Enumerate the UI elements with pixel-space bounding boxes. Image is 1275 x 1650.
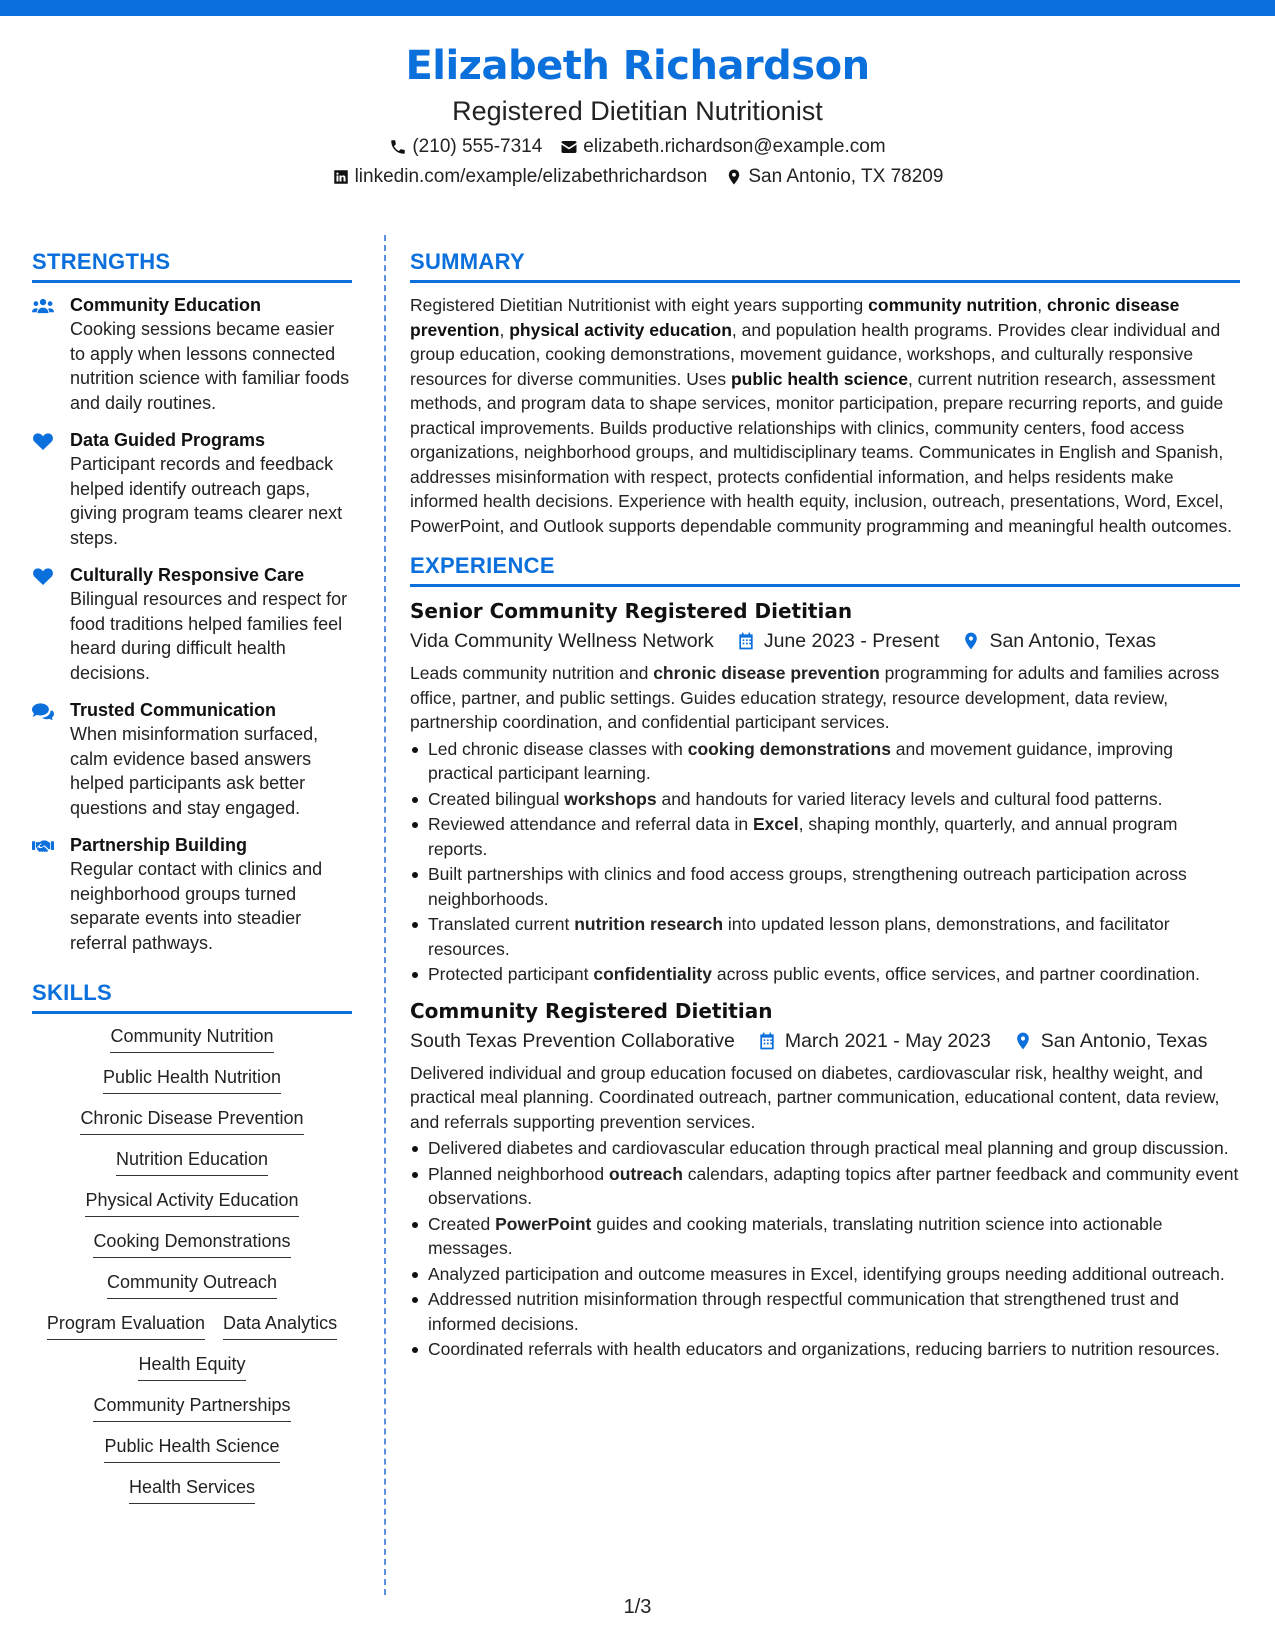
skill-tag: Public Health Science (104, 1434, 279, 1463)
bullet-emphasis: Excel (752, 814, 799, 834)
job-entry (410, 997, 1240, 1362)
linkedin-contact (332, 164, 708, 190)
location-text: San Antonio, TX 78209 (748, 166, 944, 187)
strength-desc: Cooking sessions became easier to apply when lessons connected nutrition science with familiar foods and daily routines. (70, 319, 350, 413)
bullet-part: Reviewed attendance and referral data in (428, 814, 753, 834)
bullet-part: Created (428, 1213, 496, 1234)
job-location: San Antonio, Texas (1040, 1029, 1208, 1052)
job-bullet (410, 737, 1240, 786)
linkedin-icon (332, 168, 350, 186)
phone-text[interactable]: (210) 555-7314 (412, 136, 543, 157)
bullet-part: Translated current (428, 914, 575, 934)
handshake-icon (32, 837, 54, 855)
strength-desc: Participant records and feedback helped identify outreach gaps, giving program teams clearer next steps. (70, 454, 343, 548)
skill-tag: Chronic Disease Prevention (80, 1106, 303, 1135)
summary-emphasis: chronic disease prevention (410, 295, 1180, 340)
job-bullet (410, 1212, 1240, 1261)
summary-part: Registered Dietitian Nutritionist with eight years supporting (410, 295, 869, 315)
bullet-part: Built partnerships with clinics and food access groups, strengthening outreach participation across neighborhoods. (428, 864, 1187, 909)
job-meta (410, 627, 1240, 655)
experience-heading: EXPERIENCE (410, 552, 1240, 587)
comments-icon (32, 702, 54, 720)
bullet-part: guides and cooking materials, translating nutrition science into actionable messages. (428, 1213, 1163, 1258)
skills-list (32, 1024, 352, 1504)
email-text[interactable]: elizabeth.richardson@example.com (583, 136, 886, 157)
strength-item (32, 833, 352, 955)
summary-part: , (1037, 295, 1048, 315)
job-dates: March 2021 - May 2023 (784, 1029, 991, 1052)
bullet-part: into updated lesson plans, demonstrations, and facilitator resources. (428, 914, 1170, 959)
contact-row-2 (0, 164, 1275, 190)
map-pin-icon (1013, 1031, 1033, 1051)
users-icon (32, 297, 54, 315)
summary-emphasis: public health science (730, 368, 908, 389)
job-bullet (410, 912, 1240, 961)
summary-text (410, 293, 1240, 538)
bullet-emphasis: cooking demonstrations (687, 738, 891, 759)
contact-row-1 (0, 134, 1275, 160)
strength-item (32, 428, 352, 550)
desc-part: programming for adults and families across office, partner, and public settings. Guides education strategy, resource development, data review, partnership coordination, and confidential participant services. (410, 663, 1220, 732)
candidate-name: Elizabeth Richardson (405, 43, 870, 89)
bullet-emphasis: outreach (609, 1163, 683, 1184)
envelope-icon (560, 138, 578, 156)
strength-title: Partnership Building (70, 835, 248, 855)
map-pin-icon (725, 168, 743, 186)
bullet-part: Created bilingual (428, 788, 565, 809)
skill-tag: Community Partnerships (93, 1393, 290, 1422)
job-bullet (410, 787, 1240, 812)
company-name: South Texas Prevention Collaborative (410, 1029, 735, 1052)
summary-part: , and population health programs. Provides clear individual and group education, cooking demonstrations, movement guidance, workshops, and culturally responsive resources for diverse communities. Uses (410, 319, 1221, 389)
job-bullet (410, 1287, 1240, 1336)
skill-tag: Health Services (129, 1475, 255, 1504)
strength-item (32, 698, 352, 820)
job-description (410, 661, 1240, 735)
job-bullet (410, 962, 1240, 987)
bullet-part: Analyzed participation and outcome measures in Excel, identifying groups needing additional outreach. (428, 1263, 1225, 1284)
company-name: Vida Community Wellness Network (410, 630, 714, 652)
desc-emphasis: chronic disease prevention (653, 663, 880, 683)
location-contact (725, 164, 943, 190)
resume-header (0, 40, 1275, 190)
linkedin-text[interactable]: linkedin.com/example/elizabethrichardson (354, 166, 708, 187)
bullet-part: Delivered diabetes and cardiovascular education through practical meal planning and group discussion. (428, 1138, 1229, 1158)
strength-item (32, 293, 352, 415)
skill-tag: Physical Activity Education (85, 1188, 298, 1217)
right-column (410, 248, 1240, 1372)
email-contact (560, 134, 885, 160)
top-accent-bar (0, 0, 1275, 16)
skill-tag: Public Health Nutrition (103, 1065, 281, 1094)
job-bullet (410, 862, 1240, 911)
skill-tag: Community Nutrition (110, 1024, 273, 1053)
phone-contact (389, 134, 542, 160)
bullet-part: , shaping monthly, quarterly, and annual program reports. (428, 814, 1178, 859)
job-title: Senior Community Registered Dietitian (410, 599, 853, 623)
bullet-emphasis: PowerPoint (495, 1213, 592, 1234)
phone-icon (389, 138, 407, 156)
job-dates: June 2023 - Present (763, 630, 940, 652)
strength-title: Culturally Responsive Care (70, 565, 305, 585)
strength-desc: When misinformation surfaced, calm evidence based answers helped participants ask better questions and stay engaged. (70, 724, 319, 818)
summary-part: , current nutrition research, assessment methods, and program data to shape services, monitor participation, prepare recurring reports, and guide practical improvements. Builds productive relationships with clinics, community centers, food access organizations, neighborhood groups, and multidisciplinary teams. Communicates in English and Spanish, addresses misinformation with respect, protects confidential information, and helps residents make informed health decisions. Experience with health equity, inclusion, outreach, presentations, Word, Excel, PowerPoint, and Outlook supports dependable community programming and meaningful health outcomes. (410, 368, 1233, 536)
strength-desc: Bilingual resources and respect for food traditions helped families feel heard during difficult health decisions. (70, 589, 348, 683)
skill-tag: Program Evaluation (47, 1311, 205, 1340)
strength-item (32, 563, 352, 685)
map-pin-icon (961, 631, 981, 651)
skill-tag: Community Outreach (107, 1270, 277, 1299)
job-title: Community Registered Dietitian (410, 998, 773, 1023)
job-entry (410, 597, 1240, 987)
candidate-title: Registered Dietitian Nutritionist (452, 96, 823, 126)
job-bullet (410, 812, 1240, 861)
bullet-emphasis: confidentiality (593, 964, 712, 984)
strength-desc: Regular contact with clinics and neighborhood groups turned separate events into steadier referral pathways. (70, 859, 323, 953)
bullet-emphasis: workshops (564, 788, 657, 809)
bullet-part: and movement guidance, improving practical participant learning. (428, 738, 1174, 783)
job-bullets (410, 737, 1240, 987)
summary-heading: SUMMARY (410, 248, 1240, 283)
calendar-icon (736, 631, 756, 651)
skills-heading: SKILLS (32, 979, 352, 1014)
strength-title: Community Education (70, 295, 262, 315)
strength-title: Data Guided Programs (70, 430, 266, 450)
desc-part: Delivered individual and group education focused on diabetes, cardiovascular risk, healthy weight, and practical meal planning. Coordinated outreach, partner communication, educational content, data review, and referrals supporting prevention services. (410, 1062, 1220, 1132)
job-bullet (410, 1337, 1240, 1362)
page-number: 1/3 (623, 1596, 652, 1618)
desc-part: Leads community nutrition and (410, 663, 654, 683)
bullet-part: Addressed nutrition misinformation through respectful communication that strengthened trust and informed decisions. (428, 1289, 1179, 1334)
calendar-icon (757, 1031, 777, 1051)
bullet-part: Protected participant (428, 964, 594, 984)
left-column (32, 248, 352, 1504)
summary-emphasis: physical activity education (509, 319, 732, 340)
summary-emphasis: community nutrition (868, 295, 1038, 315)
job-bullets (410, 1136, 1240, 1362)
bullet-emphasis: nutrition research (574, 914, 724, 934)
strengths-heading: STRENGTHS (32, 248, 352, 283)
bullet-part: Led chronic disease classes with (428, 738, 688, 759)
bullet-part: Coordinated referrals with health educators and organizations, reducing barriers to nutrition resources. (428, 1339, 1220, 1359)
strength-title: Trusted Communication (70, 700, 277, 720)
skill-tag: Nutrition Education (116, 1147, 268, 1176)
column-divider (384, 235, 386, 1595)
heart-icon (32, 432, 54, 450)
bullet-part: and handouts for varied literacy levels and cultural food patterns. (656, 788, 1163, 809)
bullet-part: calendars, adapting topics after partner feedback and community event observations. (428, 1163, 1239, 1208)
job-bullet (410, 1136, 1240, 1161)
bullet-part: across public events, office services, and partner coordination. (712, 964, 1200, 984)
job-bullet (410, 1262, 1240, 1287)
bullet-part: Planned neighborhood (428, 1163, 609, 1184)
skill-tag: Health Equity (138, 1352, 245, 1381)
job-location: San Antonio, Texas (989, 630, 1157, 652)
summary-part: , (499, 319, 510, 340)
job-meta (410, 1027, 1240, 1055)
skill-tag: Data Analytics (223, 1311, 337, 1340)
job-bullet (410, 1162, 1240, 1211)
job-description (410, 1061, 1240, 1135)
skill-tag: Cooking Demonstrations (93, 1229, 290, 1258)
heart-icon (32, 567, 54, 585)
